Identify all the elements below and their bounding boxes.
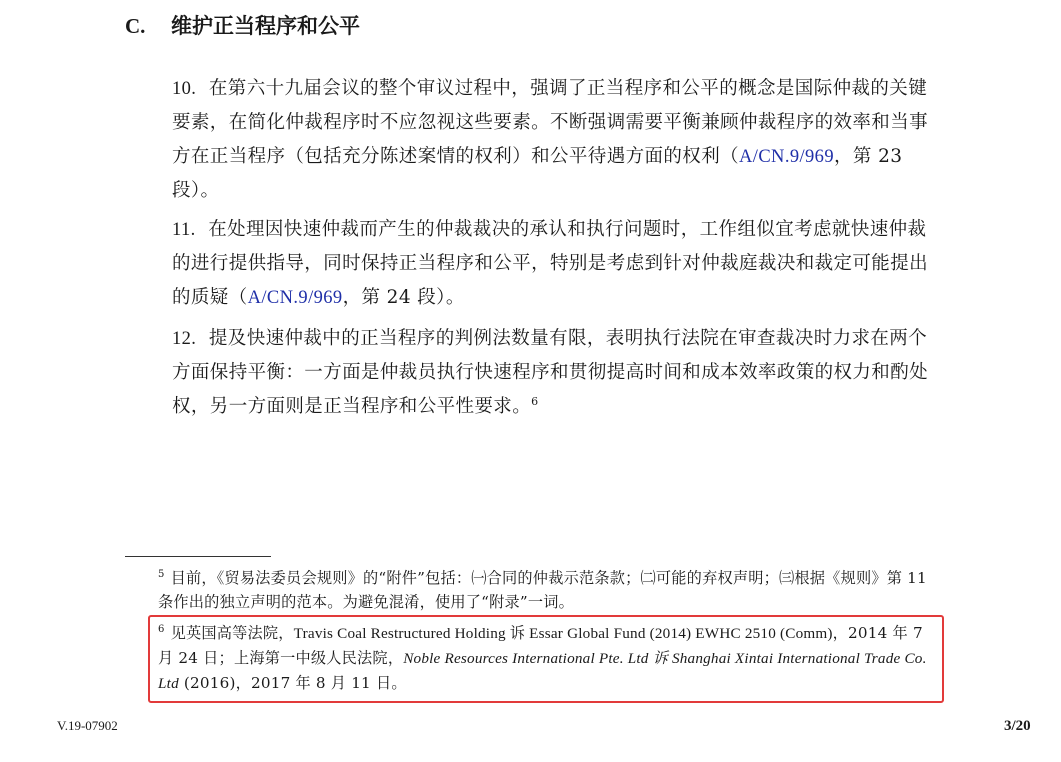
paragraph-text-end: ，第 23 段）。 <box>172 146 903 201</box>
paragraph-text: 提及快速仲裁中的正当程序的判例法数量有限，表明执行法院在审查裁决时力求在两个方面保持平衡：一方面是仲裁员执行快速程序和贯彻提高时间和成本效率政策的权力和酌处权，另一方面则是正当程序和公平性要求。 <box>172 328 929 417</box>
section-letter: C. <box>125 14 146 38</box>
footnote-5 <box>158 566 928 614</box>
highlight-box <box>148 615 944 703</box>
document-link[interactable]: A/CN.9/969 <box>739 147 834 167</box>
footnote-separator <box>125 556 271 557</box>
footnote-reference[interactable]: 6 <box>531 394 539 408</box>
paragraph-number: 11. <box>172 220 196 240</box>
paragraph-12 <box>172 322 928 424</box>
case-citation-italic: Noble Resources International Pte. Ltd 诉 Shanghai Xintai International Trade Co. Ltd <box>158 650 927 692</box>
paragraph-number: 10. <box>172 79 197 99</box>
case-citation: Travis Coal Restructured Holding 诉 Essar Global Fund (2014) EWHC 2510 (Comm) <box>293 625 833 642</box>
paragraph-11 <box>172 213 928 315</box>
footnote-text: 见英国高等法院， <box>170 624 294 642</box>
footnote-text: (2016)，2017 年 8 月 11 日。 <box>178 674 407 692</box>
document-symbol: V.19-07902 <box>57 718 118 733</box>
section-title: 维护正当程序和公平 <box>171 13 360 38</box>
paragraph-text: 在处理因快速仲裁而产生的仲裁裁决的承认和执行问题时，工作组似宜考虑就快速仲裁的进行提供指导，同时保持正当程序和公平，特别是考虑到针对仲裁庭裁决和裁定可能提出的质疑（ <box>172 219 929 308</box>
footnote-text: ，2014 年 7 月 24 日；上海第一中级人民法院， <box>158 624 923 667</box>
paragraph-10 <box>172 72 928 208</box>
paragraph-text-end: ，第 24 段）。 <box>342 287 465 308</box>
footnote-mark: 6 <box>158 623 165 635</box>
paragraph-text: 在第六十九届会议的整个审议过程中，强调了正当程序和公平的概念是国际仲裁的关键要素，在简化仲裁程序时不应忽视这些要素。不断强调需要平衡兼顾仲裁程序的效率和当事方在正当程序（包括充分陈述案情的权利）和公平待遇方面的权利（ <box>172 78 929 167</box>
paragraph-number: 12. <box>172 329 197 349</box>
footnote-text: 目前，《贸易法委员会规则》的“附件”包括：㈠合同的仲裁示范条款；㈡可能的弃权声明；㈢根据《规则》第 11 条作出的独立声明的范本。为避免混淆，使用了“附录”一词。 <box>158 569 927 611</box>
document-link[interactable]: A/CN.9/969 <box>247 288 343 308</box>
page-number: 3/20 <box>1004 718 1031 734</box>
section-heading <box>125 10 360 40</box>
footnote-mark: 5 <box>158 568 165 580</box>
